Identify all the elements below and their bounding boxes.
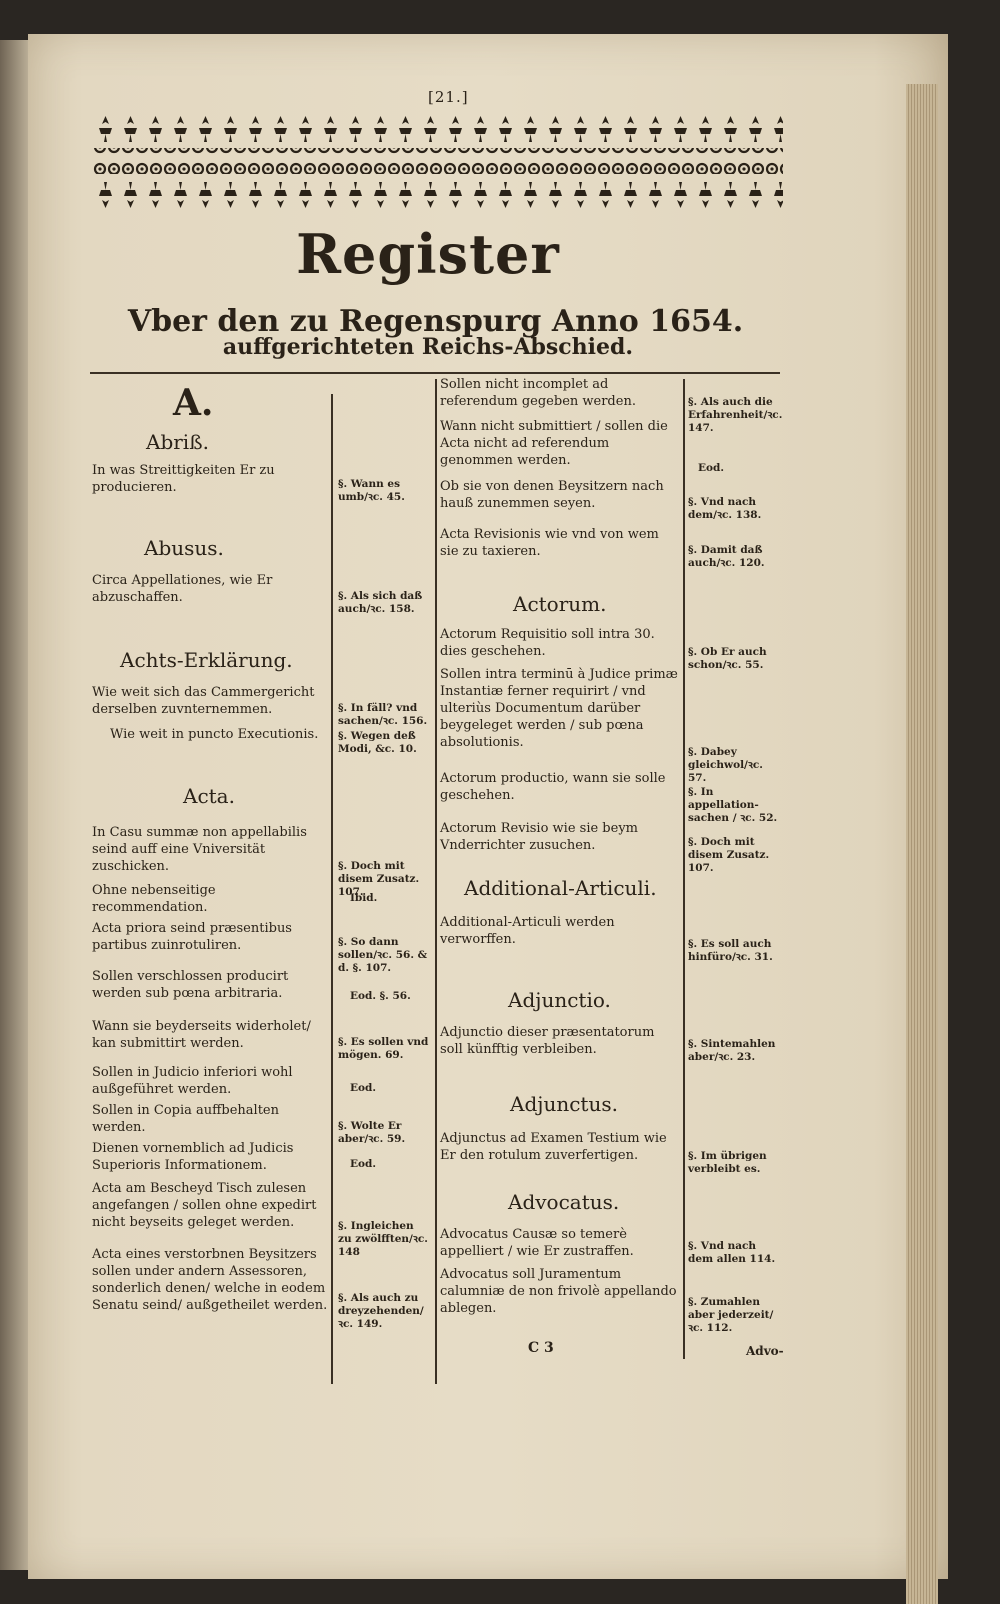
heading-acta: Acta. — [183, 784, 235, 808]
heading-adjunctio: Adjunctio. — [508, 988, 611, 1012]
ref-acta-2: Ibid. — [350, 892, 378, 904]
catchword: Advo- — [746, 1344, 784, 1358]
ornamental-border-band — [93, 114, 783, 210]
entry-acta-3: Acta priora seind præsentibus partibus zuinrotuliren. — [92, 921, 292, 953]
ref-right-4: §. Damit daß auch/ꝛc. 120. — [688, 544, 765, 569]
entry-acta-2: Ohne nebenseitige recommendation. — [92, 883, 216, 915]
ref-achts-2: §. Wegen deß Modi, &c. 10. — [338, 730, 417, 755]
entry-adjunctus-1: Adjunctus ad Examen Testium wie Er den rotulum zuverfertigen. — [440, 1131, 667, 1163]
ref-acta-9: §. Ingleichen zu zwölfften/ꝛc. 148 — [338, 1220, 428, 1258]
entry-acta-9: Acta am Bescheyd Tisch zulesen angefangen / sollen ohne expedirt nicht beyseits geleget werden. — [92, 1181, 317, 1230]
ref-right-1: §. Als auch die Erfahrenheit/ꝛc. 147. — [688, 396, 783, 434]
ref-acta-4: Eod. §. 56. — [350, 990, 411, 1002]
entry-actorum-3: Actorum productio, wann sie solle geschehen. — [440, 771, 666, 803]
ref-right-2: Eod. — [698, 462, 725, 474]
entry-actorum-2: Sollen intra terminū à Judice primæ Instantiæ ferner requirirt / vnd ulteriùs Documentum darüber beygeleget werden / sub pœna absolutionis. — [440, 667, 678, 750]
ref-advocatus-1: §. Vnd nach dem allen 114. — [688, 1240, 776, 1265]
entry-right-3: Ob sie von denen Beysitzern nach hauß zunemmen seyen. — [440, 479, 664, 511]
entry-abusus-1: Circa Appellationes, wie Er abzuschaffen. — [92, 573, 273, 605]
header-rule — [90, 372, 780, 374]
entry-abriss-1: In was Streittigkeiten Er zu producieren. — [92, 463, 275, 495]
entry-acta-5: Wann sie beyderseits widerholet/ kan submittirt werden. — [92, 1019, 311, 1051]
ref-actorum-1: §. Ob Er auch schon/ꝛc. 55. — [688, 646, 767, 671]
section-letter-a: A. — [173, 382, 214, 424]
ref-adjunctus-1: §. Im übrigen verbleibt es. — [688, 1150, 767, 1175]
book-page — [28, 34, 948, 1579]
entry-right-1: Sollen nicht incomplet ad referendum gegeben werden. — [440, 377, 636, 409]
ref-additional-1: §. Es soll auch hinfüro/ꝛc. 31. — [688, 938, 773, 963]
page-fore-edge — [906, 84, 938, 1604]
entry-achts-1: Wie weit sich das Cammergericht derselben zuvnternemmen. — [92, 685, 315, 717]
ref-acta-5: §. Es sollen vnd mögen. 69. — [338, 1036, 429, 1061]
entry-acta-4: Sollen verschlossen producirt werden sub pœna arbitraria. — [92, 969, 289, 1001]
heading-abriss: Abriß. — [146, 430, 209, 454]
heading-advocatus: Advocatus. — [508, 1190, 620, 1214]
ref-actorum-2: §. Dabey gleichwol/ꝛc. 57. — [688, 746, 763, 784]
heading-abusus: Abusus. — [144, 536, 224, 560]
ref-right-3: §. Vnd nach dem/ꝛc. 138. — [688, 496, 762, 521]
signature-mark: C 3 — [528, 1340, 554, 1356]
entry-acta-1: In Casu summæ non appellabilis seind auff eine Vniversität zuschicken. — [92, 825, 307, 874]
register-title: Register — [296, 222, 560, 286]
entry-additional-1: Additional-Articuli werden verworffen. — [440, 915, 615, 947]
heading-actorum: Actorum. — [513, 592, 607, 616]
entry-acta-7: Sollen in Copia auffbehalten werden. — [92, 1103, 279, 1135]
ref-abusus-1: §. Als sich daß auch/ꝛc. 158. — [338, 590, 423, 615]
book-spine-edge — [0, 40, 28, 1570]
entry-acta-8: Dienen vornemblich ad Judicis Superioris Informationem. — [92, 1141, 294, 1173]
subtitle-line-2: auffgerichteten Reichs-Abschied. — [222, 334, 634, 360]
ref-advocatus-2: §. Zumahlen aber jederzeit/ꝛc. 112. — [688, 1296, 774, 1334]
entry-acta-6: Sollen in Judicio inferiori wohl außgeführet werden. — [92, 1065, 293, 1097]
heading-additional-articuli: Additional-Articuli. — [464, 876, 657, 900]
heading-achts-erklaerung: Achts-Erklärung. — [120, 648, 293, 672]
column-rule-right-ref — [683, 379, 685, 1359]
column-rule-left-ref — [331, 394, 333, 1384]
entry-advocatus-1: Advocatus Causæ so temerè appelliert / wie Er zustraffen. — [440, 1227, 634, 1259]
entry-actorum-1: Actorum Requisitio soll intra 30. dies geschehen. — [440, 627, 655, 659]
ref-actorum-3: §. In appellation-sachen / ꝛc. 52. — [688, 786, 778, 824]
entry-acta-10: Acta eines verstorbnen Beysitzers sollen under andern Assessoren, sonderlich denen/ welche in eodem Senatu seind/ außgetheilet werden. — [92, 1247, 328, 1313]
entry-advocatus-2: Advocatus soll Juramentum calumniæ de non frivolè appellando ablegen. — [440, 1267, 677, 1316]
entry-right-2: Wann nicht submittiert / sollen die Acta nicht ad referendum genommen werden. — [440, 419, 668, 468]
subtitle-line-1: Vber den zu Regenspurg Anno 1654. — [127, 304, 744, 339]
ref-actorum-4: §. Doch mit disem Zusatz. 107. — [688, 836, 770, 874]
ref-abriss-1: §. Wann es umb/ꝛc. 45. — [338, 478, 405, 503]
ref-acta-10: §. Als auch zu dreyzehenden/ꝛc. 149. — [338, 1292, 424, 1330]
column-divider — [435, 379, 437, 1384]
ref-acta-3: §. So dann sollen/ꝛc. 56. & d. §. 107. — [338, 936, 428, 974]
ref-acta-1: §. Doch mit disem Zusatz. 107. — [338, 860, 420, 898]
entry-actorum-4: Actorum Revisio wie sie beym Vnderrichter zusuchen. — [440, 821, 638, 853]
entry-right-4: Acta Revisionis wie vnd von wem sie zu taxieren. — [440, 527, 659, 559]
entry-achts-2: Wie weit in puncto Executionis. — [110, 727, 319, 742]
ref-acta-6: Eod. — [350, 1082, 377, 1094]
ref-acta-7: §. Wolte Er aber/ꝛc. 59. — [338, 1120, 406, 1145]
ref-acta-8: Eod. — [350, 1158, 377, 1170]
ref-achts-1: §. In fäll? vnd sachen/ꝛc. 156. — [338, 702, 428, 727]
entry-adjunctio-1: Adjunctio dieser præsentatorum soll künfftig verbleiben. — [440, 1025, 655, 1057]
heading-adjunctus: Adjunctus. — [510, 1092, 618, 1116]
ref-adjunctio-1: §. Sintemahlen aber/ꝛc. 23. — [688, 1038, 776, 1063]
page-number: [21.] — [428, 88, 469, 106]
